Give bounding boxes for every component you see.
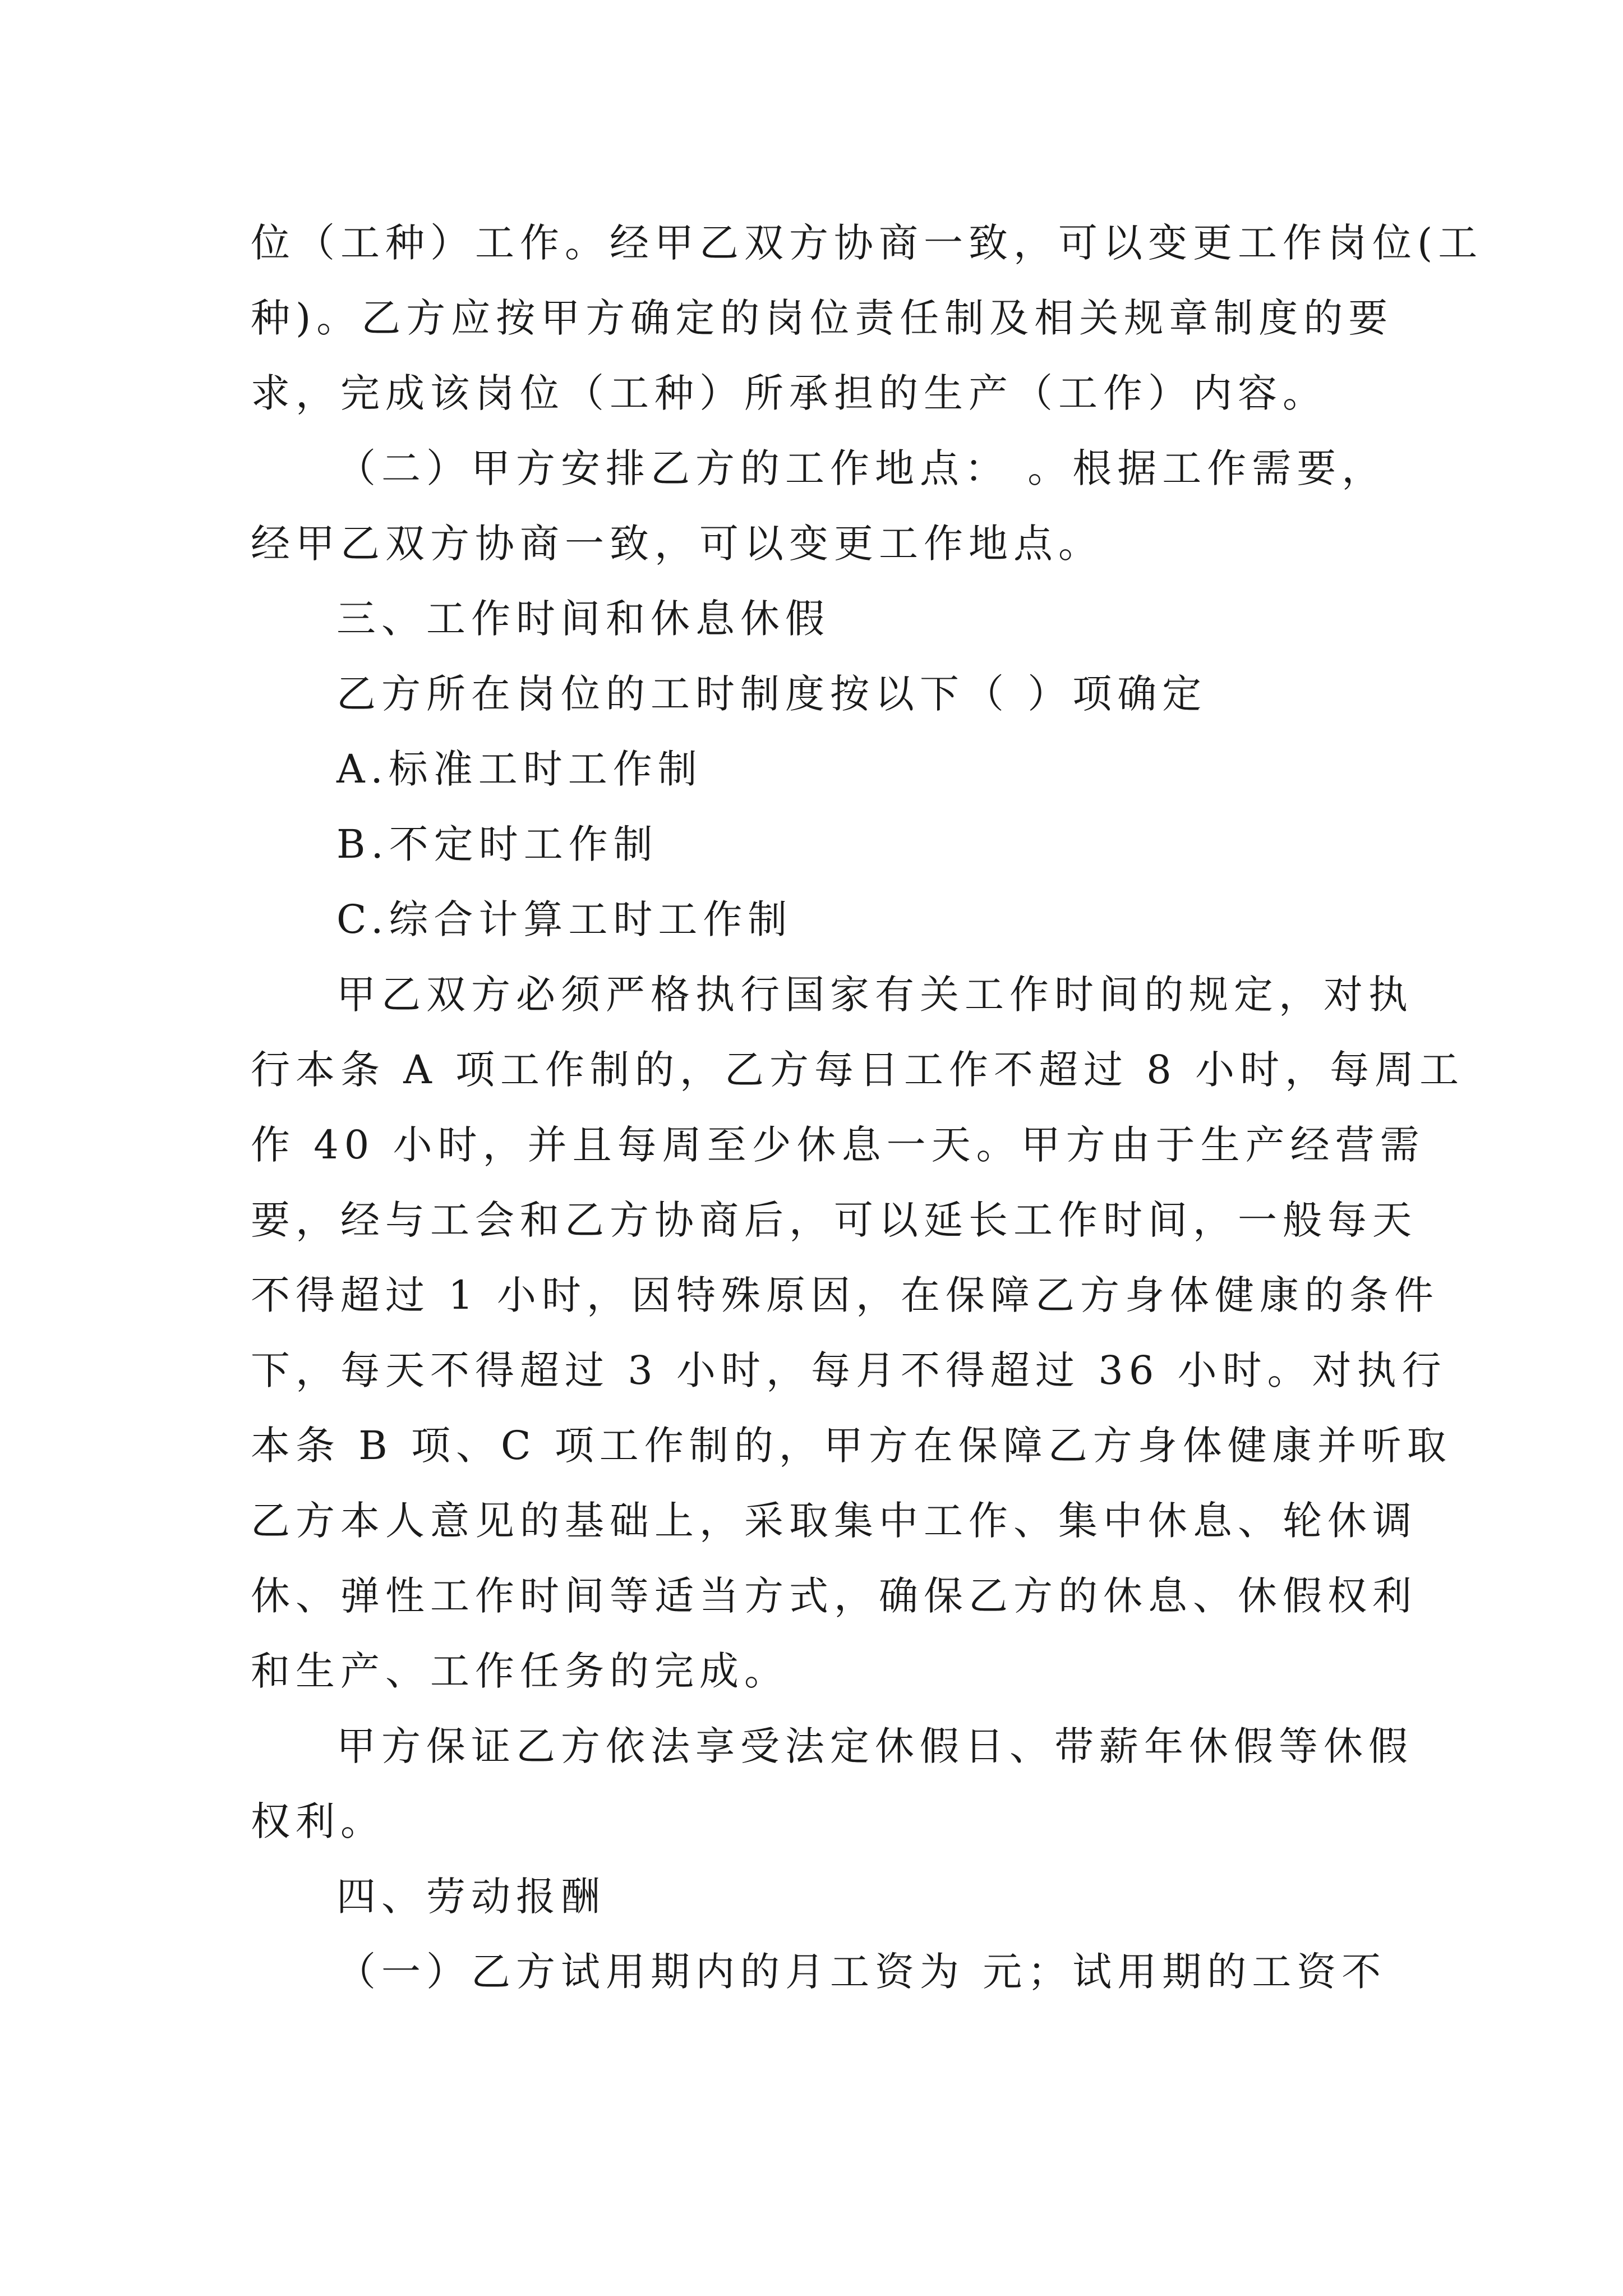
paragraph-line: 经甲乙双方协商一致，可以变更工作地点。 [251, 521, 1103, 567]
list-item: A.标准工时工作制 [336, 746, 703, 792]
paragraph-line: 种)。乙方应按甲方确定的岗位责任制及相关规章制度的要 [251, 295, 1394, 341]
paragraph-line: 甲乙双方必须严格执行国家有关工作时间的规定，对执 [336, 972, 1413, 1018]
paragraph-line: 求，完成该岗位（工种）所承担的生产（工作）内容。 [251, 370, 1327, 416]
paragraph-line: （一）乙方试用期内的月工资为 元；试用期的工资不 [336, 1949, 1387, 1995]
paragraph-line: 本条 B 项、C 项工作制的，甲方在保障乙方身体健康并听取 [251, 1423, 1452, 1469]
paragraph-line: 不得超过 1 小时，因特殊原因，在保障乙方身体健康的条件 [251, 1272, 1440, 1318]
section-heading: 四、劳动报酬 [336, 1874, 606, 1920]
list-item: C.综合计算工时工作制 [336, 896, 793, 942]
paragraph-line: 休、弹性工作时间等适当方式，确保乙方的休息、休假权利 [251, 1573, 1417, 1619]
paragraph-line: （二）甲方安排乙方的工作地点： 。根据工作需要， [336, 445, 1387, 491]
paragraph-line: 下，每天不得超过 3 小时，每月不得超过 36 小时。对执行 [251, 1347, 1447, 1393]
paragraph-line: 乙方本人意见的基础上，采取集中工作、集中休息、轮休调 [251, 1498, 1417, 1544]
list-item: B.不定时工作制 [336, 821, 658, 867]
section-heading: 三、工作时间和休息休假 [336, 596, 830, 642]
paragraph-line: 乙方所在岗位的工时制度按以下（ ）项确定 [336, 671, 1207, 717]
paragraph-line: 权利。 [251, 1798, 385, 1844]
paragraph-line: 位（工种）工作。经甲乙双方协商一致，可以变更工作岗位(工 [251, 220, 1483, 266]
paragraph-line: 和生产、工作任务的完成。 [251, 1648, 789, 1694]
paragraph-line: 要，经与工会和乙方协商后，可以延长工作时间，一般每天 [251, 1197, 1417, 1243]
paragraph-line: 作 40 小时，并且每周至少休息一天。甲方由于生产经营需 [251, 1122, 1425, 1168]
paragraph-line: 甲方保证乙方依法享受法定休假日、带薪年休假等休假 [336, 1723, 1413, 1769]
paragraph-line: 行本条 A 项工作制的，乙方每日工作不超过 8 小时，每周工 [251, 1047, 1465, 1093]
